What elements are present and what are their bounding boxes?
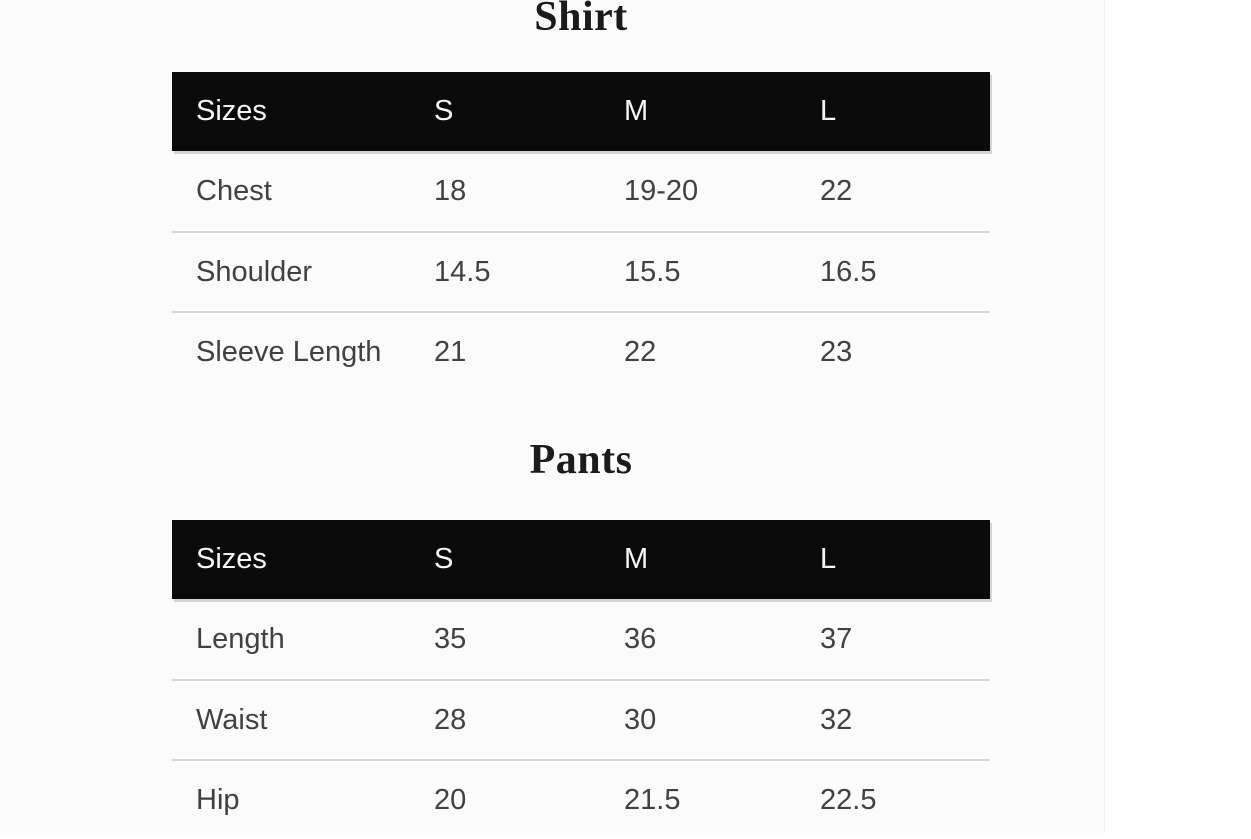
- cell-value: 36: [624, 622, 657, 655]
- column-header-m: M: [624, 543, 649, 575]
- row-label: Chest: [196, 174, 272, 207]
- cell-value: 37: [820, 622, 853, 655]
- cell-value: 22.5: [820, 783, 877, 816]
- row-label: Shoulder: [196, 255, 313, 288]
- column-header-s: S: [434, 95, 454, 127]
- shirt-size-table: [172, 72, 990, 391]
- cell-value: 15.5: [624, 255, 681, 288]
- shirt-section-title: Shirt: [534, 0, 628, 40]
- cell-value: 18: [434, 174, 467, 207]
- cell-value: 28: [434, 703, 467, 736]
- cell-value: 22: [820, 174, 853, 207]
- cell-value: 21.5: [624, 783, 681, 816]
- row-label: Waist: [196, 703, 268, 736]
- pants-table-header-row: [172, 520, 990, 599]
- page-background-right-strip: [1105, 0, 1251, 833]
- cell-value: 14.5: [434, 255, 491, 288]
- cell-value: 23: [820, 335, 853, 368]
- cell-value: 22: [624, 335, 657, 368]
- cell-value: 32: [820, 703, 853, 736]
- cell-value: 35: [434, 622, 467, 655]
- column-header-sizes: Sizes: [196, 543, 267, 575]
- table-row-length: [172, 599, 990, 679]
- cell-value: 30: [624, 703, 657, 736]
- table-row-sleeve-length: [172, 311, 990, 391]
- row-label: Length: [196, 622, 285, 655]
- column-header-l: L: [820, 543, 837, 575]
- column-header-l: L: [820, 95, 837, 127]
- pants-size-table: [172, 520, 990, 839]
- table-row-chest: [172, 151, 990, 231]
- row-label: Hip: [196, 783, 240, 816]
- cell-value: 20: [434, 783, 467, 816]
- cell-value: 16.5: [820, 255, 877, 288]
- table-row-shoulder: [172, 231, 990, 311]
- row-label: Sleeve Length: [196, 335, 382, 368]
- column-header-s: S: [434, 543, 454, 575]
- column-header-sizes: Sizes: [196, 95, 267, 127]
- table-row-waist: [172, 679, 990, 759]
- shirt-table-header-row: [172, 72, 990, 151]
- cell-value: 19-20: [624, 174, 699, 207]
- pants-section-title: Pants: [529, 437, 633, 483]
- cell-value: 21: [434, 335, 467, 368]
- table-row-hip: [172, 759, 990, 839]
- column-header-m: M: [624, 95, 649, 127]
